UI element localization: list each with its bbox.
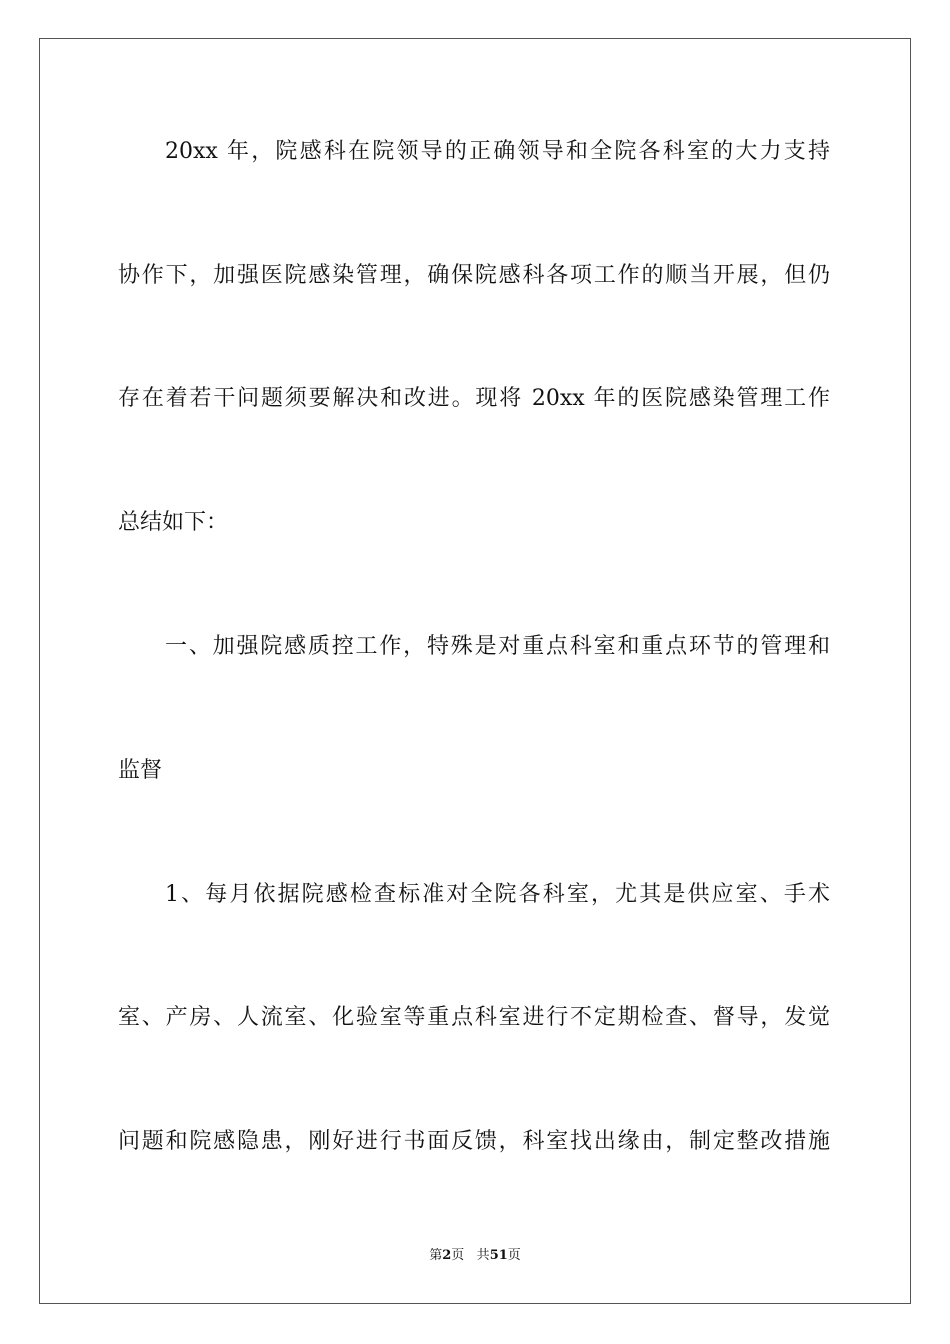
footer-total-prefix: 共 [476, 1248, 490, 1263]
paragraph-line: 20xx 年，院感科在院领导的正确领导和全院各科室的大力支持 [165, 139, 830, 164]
paragraph-line: 总结如下： [118, 510, 229, 535]
list-item-line: 问题和院感隐患，刚好进行书面反馈，科室找出缘由，制定整改措施 [118, 1129, 830, 1154]
paragraph-line: 存在着若干问题须要解决和改进。现将 20xx 年的医院感染管理工作 [118, 386, 830, 411]
footer-total-pages: 51 [489, 1248, 508, 1263]
section-heading-line: 监督 [118, 758, 163, 783]
footer-page-suffix: 页 [451, 1248, 465, 1263]
footer-total-suffix: 页 [507, 1248, 521, 1263]
list-item-line: 室、产房、人流室、化验室等重点科室进行不定期检查、督导，发觉 [118, 1005, 830, 1030]
page-footer [0, 1247, 950, 1265]
footer-page-prefix: 第 [429, 1248, 443, 1263]
paragraph-line: 协作下，加强医院感染管理，确保院感科各项工作的顺当开展，但仍 [118, 263, 830, 288]
footer-page-number: 2 [442, 1248, 452, 1263]
page-border [39, 38, 911, 1304]
list-item-line: 1、每月依据院感检查标准对全院各科室，尤其是供应室、手术 [165, 882, 830, 907]
section-heading-line: 一、加强院感质控工作，特殊是对重点科室和重点环节的管理和 [165, 634, 830, 659]
